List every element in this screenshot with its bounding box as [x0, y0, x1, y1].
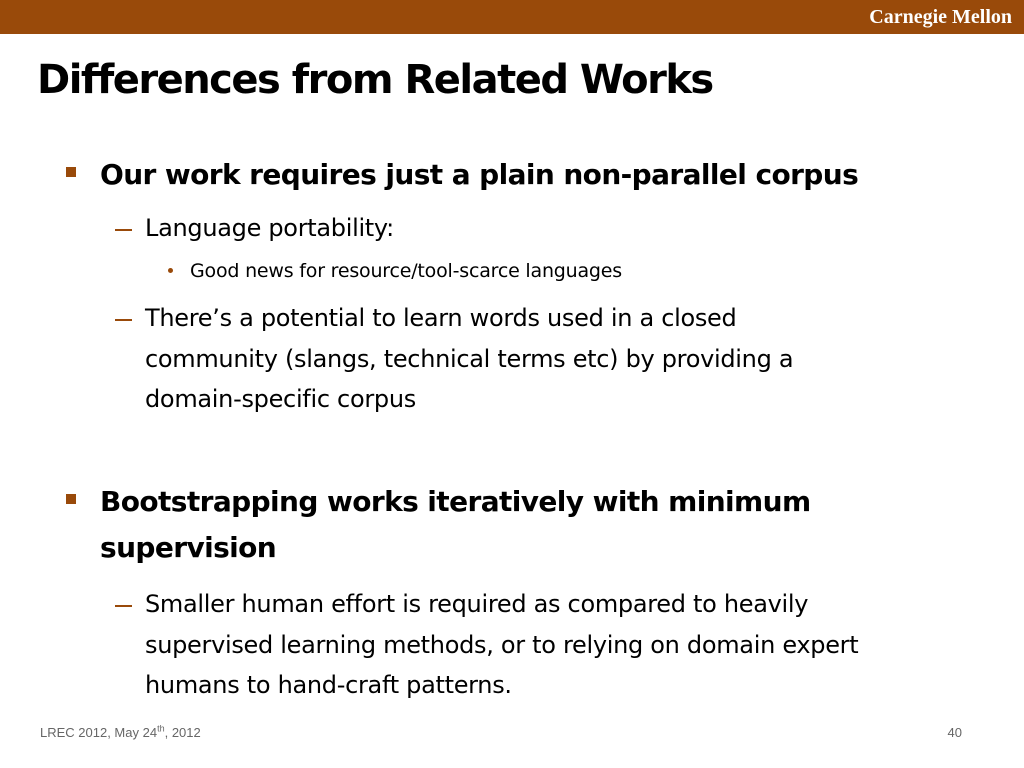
text-line: supervised learning methods, or to relying on domain expert — [145, 630, 859, 659]
dash-bullet-icon — [115, 319, 132, 321]
venue-year: , 2012 — [164, 725, 201, 740]
bullet-1-sub-1-sub-1-text: Good news for resource/tool-scarce languages — [190, 260, 622, 282]
header-bar — [0, 0, 1024, 34]
square-bullet-icon — [66, 494, 76, 504]
brand-name: Carnegie Mellon — [869, 6, 1012, 28]
square-bullet-icon — [66, 167, 76, 177]
bullet-1-text: Our work requires just a plain non-parallel corpus — [100, 158, 859, 191]
bullet-2-sub-1-text — [145, 584, 1005, 706]
page-number: 40 — [947, 725, 962, 740]
venue-superscript: th — [157, 723, 165, 734]
footer-venue — [40, 725, 201, 740]
text-line: supervision — [100, 531, 277, 564]
dash-bullet-icon — [115, 229, 132, 231]
dash-bullet-icon — [115, 605, 132, 607]
bullet-1-sub-1-text: Language portability: — [145, 214, 394, 242]
text-line: Bootstrapping works iteratively with minimum — [100, 485, 811, 518]
text-line: domain-specific corpus — [145, 385, 416, 413]
text-line: There’s a potential to learn words used in a closed — [145, 304, 737, 332]
text-line: community (slangs, technical terms etc) by providing a — [145, 344, 794, 373]
text-line: Smaller human effort is required as compared to heavily — [145, 590, 809, 618]
venue-text: LREC 2012, May 24 — [40, 725, 158, 740]
bullet-2-text — [100, 479, 980, 571]
bullet-1-sub-2-text — [145, 298, 1005, 420]
slide-title: Differences from Related Works — [37, 57, 713, 103]
text-line: humans to hand-craft patterns. — [145, 671, 512, 699]
dot-bullet-icon — [168, 268, 173, 273]
